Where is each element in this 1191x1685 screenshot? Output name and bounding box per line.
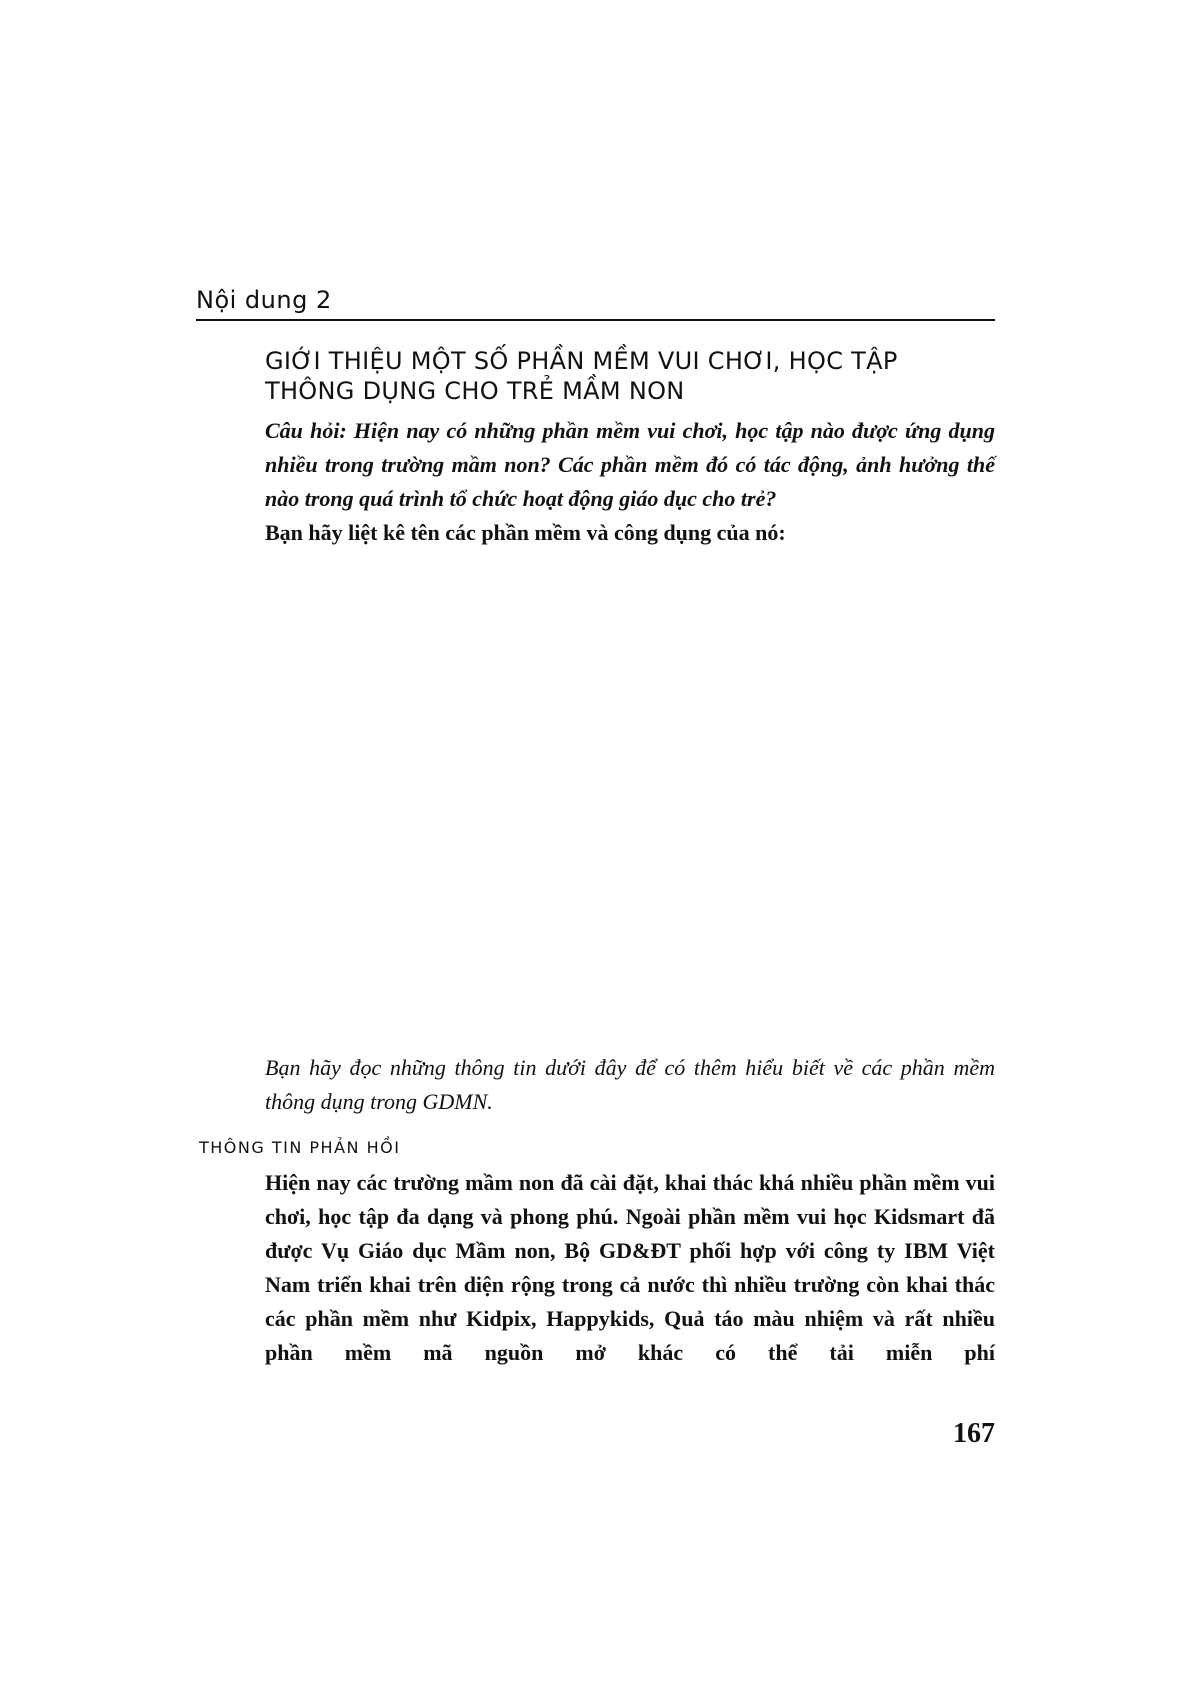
read-prompt: Bạn hãy đọc những thông tin dưới đây để có thêm hiểu biết về các phần mềm thông dụng trong GDMN. — [265, 1055, 995, 1114]
section-heading: Nội dung 2 — [196, 286, 332, 314]
page-number: 167 — [953, 1418, 995, 1449]
instruction-text: Bạn hãy liệt kê tên các phần mềm và công dụng của nó: — [265, 520, 786, 545]
answer-writing-area — [265, 560, 995, 1040]
question-text: Câu hỏi: Hiện nay có những phần mềm vui chơi, học tập nào được ứng dụng nhiều trong trường mầm non? Các phần mềm đó có tác động, ảnh hưởng thế nào trong quá trình tổ chức hoạt động giáo dục cho trẻ? — [265, 418, 995, 511]
feedback-heading: THÔNG TIN PHẢN HỒI — [199, 1138, 401, 1157]
content-title: GIỚI THIỆU MỘT SỐ PHẦN MỀM VUI CHƠI, HỌC TẬP THÔNG DỤNG CHO TRẺ MẦM NON — [265, 347, 898, 405]
section-divider — [196, 319, 995, 321]
feedback-body: Hiện nay các trường mầm non đã cài đặt, khai thác khá nhiều phần mềm vui chơi, học tập đa dạng và phong phú. Ngoài phần mềm vui học Kidsmart đã được Vụ Giáo dục Mầm non, Bộ GD&ĐT phối hợp với công ty IBM Việt Nam triển khai trên diện rộng trong cả nước thì nhiều trường còn khai thác các phần mềm như Kidpix, Happykids, Quả táo màu nhiệm và rất nhiều phần mềm mã nguồn mở khác có thể tải miễn phí — [265, 1170, 995, 1365]
